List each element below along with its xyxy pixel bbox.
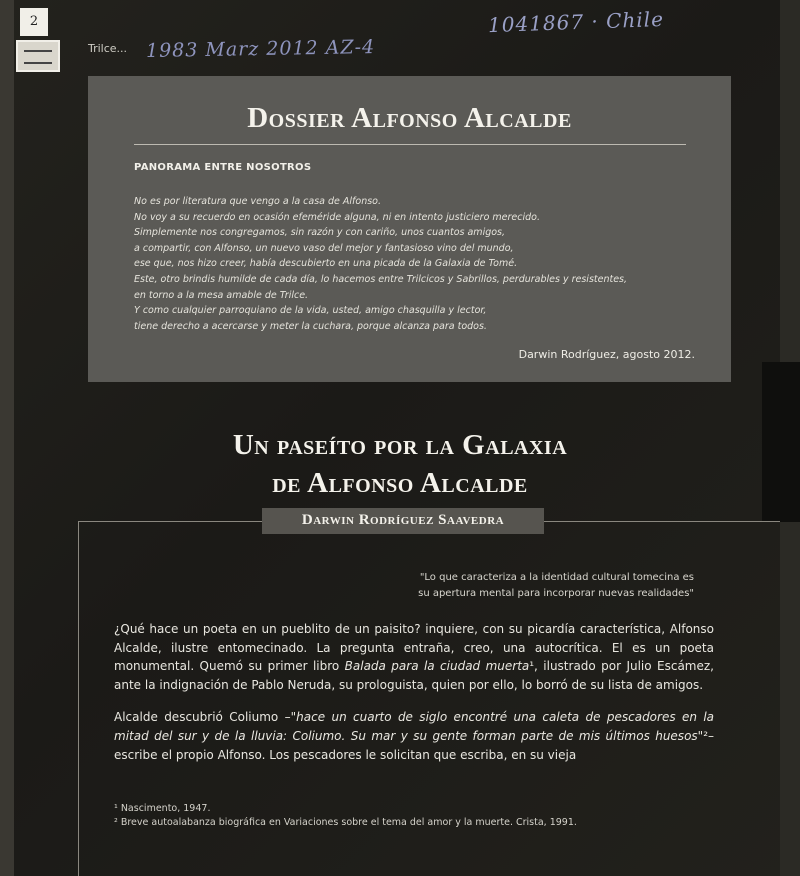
- author-band: [262, 508, 544, 534]
- trilce-logo-icon: [16, 40, 60, 72]
- poem-line: No voy a su recuerdo en ocasión efeméride alguna, ni en intento justiciero merecido.: [134, 211, 540, 223]
- poem-line: Este, otro brindis humilde de cada día, lo hacemos entre Trilcicos y Sabrillos, perdurables y resistentes,: [134, 273, 628, 285]
- folio-label: Trilce...: [88, 42, 128, 55]
- paragraph-2-start: Alcalde descubrió Coliumo –: [114, 710, 291, 725]
- dossier-poem: [134, 194, 694, 334]
- article-author: Darwin Rodríguez Saavedra: [301, 512, 505, 528]
- epigraph-line-2: su apertura mental para incorporar nuevas realidades": [418, 588, 694, 599]
- article-title-line-1: Un paseíto por la Galaxia: [232, 429, 568, 461]
- footnotes: [114, 802, 734, 830]
- page-number: 2: [20, 8, 48, 36]
- handwritten-catalog-note: 1041867 · Chile: [487, 6, 665, 38]
- frame-rule-right: [544, 521, 780, 522]
- dossier-subtitle: PANORAMA ENTRE NOSOTROS: [134, 162, 312, 173]
- poem-line: tiene derecho a acercarse y meter la cuchara, porque alcanza para todos.: [134, 320, 487, 332]
- article-title: [0, 426, 800, 502]
- dossier-signature: Darwin Rodríguez, agosto 2012.: [518, 348, 695, 361]
- handwritten-date-note: 1983 Marz 2012 AZ-4: [145, 36, 376, 62]
- paragraph-1-end: ¹, ilustrado por Julio Escámez, ante la indignación de Pablo Neruda, su prologuista, quien por ello, lo borró de su lista de amigos.: [114, 659, 714, 692]
- article-body: [114, 620, 714, 778]
- epigraph-line-1: "Lo que caracteriza a la identidad cultural tomecina es: [419, 572, 694, 583]
- dossier-divider: [134, 144, 686, 145]
- poem-line: Simplemente nos congregamos, sin razón y con cariño, unos cuantos amigos,: [134, 227, 506, 239]
- poem-line: ese que, nos hizo creer, había descubierto en una picada de la Galaxia de Tomé.: [134, 258, 518, 270]
- alcalde-quote: "hace un cuarto de siglo encontré una caleta de pescadores en la mitad del sur y de la lluvia: Coliumo. Su mar y su gente forman parte de mis últimos huesos": [114, 710, 715, 743]
- dossier-title: Dossier Alfonso Alcalde: [247, 102, 572, 134]
- footnote-1: ¹ Nascimento, 1947.: [114, 803, 211, 814]
- frame-rule-left: [78, 521, 262, 522]
- paragraph-2-end: ²– escribe el propio Alfonso. Los pescadores le solicitan que escriba, en su vieja: [114, 728, 714, 762]
- paragraph-2: [114, 708, 714, 764]
- dossier-box: [88, 76, 731, 382]
- epigraph: [418, 570, 694, 602]
- book-title: Balada para la ciudad muerta: [344, 659, 530, 674]
- poem-line: Y como cualquier parroquiano de la vida, usted, amigo chasquilla y lector,: [134, 305, 487, 317]
- footnote-2: ² Breve autoalabanza biográfica en Variaciones sobre el tema del amor y la muerte. Crista, 1991.: [114, 817, 577, 828]
- poem-line: No es por literatura que vengo a la casa de Alfonso.: [134, 196, 382, 207]
- article-title-line-2: de Alfonso Alcalde: [272, 467, 528, 499]
- paragraph-1: [114, 620, 714, 694]
- paragraph-1-text: ¿Qué hace un poeta en un pueblito de un paisito? inquiere, con su picardía característica, Alfonso Alcalde, ilustre entomecinado. La pregunta entraña, creo, una autocrítica. El es un poeta monumental. Quemó su primer libro: [114, 622, 714, 674]
- poem-line: a compartir, con Alfonso, un nuevo vaso del mejor y fantasioso vino del mundo,: [134, 242, 514, 254]
- poem-line: en torno a la mesa amable de Trilce.: [134, 289, 309, 301]
- frame-rule-vertical: [78, 521, 79, 876]
